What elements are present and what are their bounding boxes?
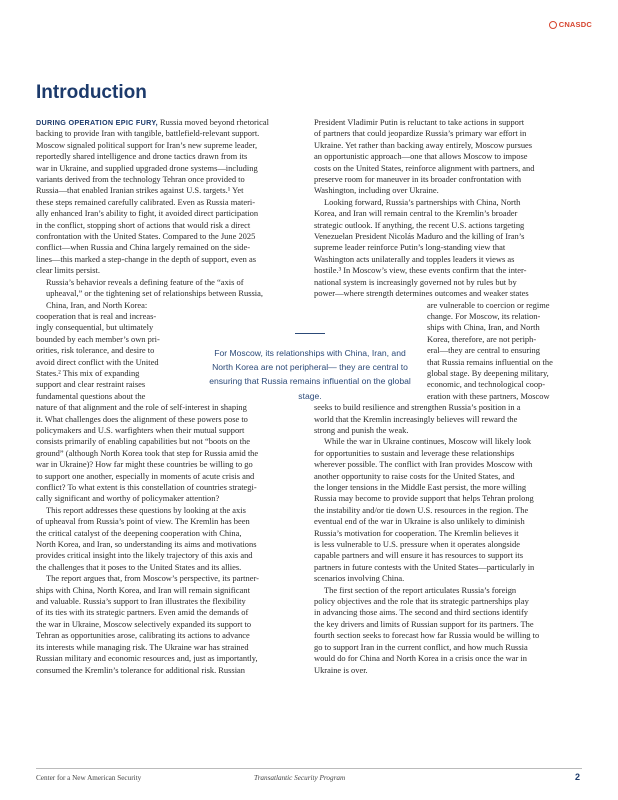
text-line: The first section of the report articulates Russia’s foreign: [324, 584, 517, 595]
text-line: preserve room for maneuver in its broader confrontation with: [314, 174, 522, 185]
text-line: This report addresses these questions by looking at the axis: [46, 504, 246, 515]
text-line: the critical catalyst of the deepening cooperation with China,: [36, 527, 242, 538]
text-line: Russia moved beyond rhetorical: [157, 117, 269, 127]
text-line: of upheaval from Russia’s point of view. The Kremlin has been: [36, 516, 250, 527]
page-number: 2: [574, 772, 580, 782]
text-line: Russia’s behavior reveals a defining feature of the “axis of: [46, 276, 244, 287]
text-line: ground” (although North Korea took that step for Russia amid the: [36, 447, 259, 458]
text-line: its interests while managing risk. The Ukraine war has strained: [36, 641, 249, 652]
text-line: go to support Iran in the current conflict, and how much Russia: [314, 641, 528, 652]
text-line: economic, and technological coop-: [427, 379, 546, 390]
text-line: scenarios involving China.: [314, 573, 405, 584]
text-line: world that the Kremlin increasingly believes will reward the: [314, 413, 518, 424]
lead-in: DURING OPERATION EPIC FURY,: [36, 118, 158, 127]
cnas-logo: [549, 20, 592, 29]
text-line: Ukraine is over.: [314, 664, 368, 675]
text-line: to support one another, especially in moments of acute crisis and: [36, 470, 255, 481]
text-line: an opportunistic approach—one that allows Moscow to impose: [314, 151, 528, 162]
text-line: Korea, and Iran will remain central to the Kremlin’s broader: [314, 208, 518, 219]
text-line: strong and punish the weak.: [314, 424, 409, 435]
text-line: in the conflict, stopping short of actions that would risk a direct: [36, 219, 251, 230]
text-line: war in Ukraine, and supplied upgraded drone systems—including: [36, 162, 258, 173]
text-line: hostile.³ In Moscow’s view, these events confirm that the inter-: [314, 265, 527, 276]
text-line: clear limits persist.: [36, 265, 100, 276]
text-line: Venezuelan President Nicolás Maduro and the killing of Iran’s: [314, 231, 525, 242]
text-line: Washington acts unilaterally and topples leaders it views as: [314, 253, 515, 264]
right-paragraph: [314, 585, 582, 676]
text-line: backing to provide Iran with tangible, battlefield-relevant support.: [36, 128, 260, 139]
text-line: cooperation that is real and increas-: [36, 310, 157, 321]
footer-divider: [36, 768, 582, 769]
text-line: of partners that could jeopardize Russia’s primary war effort in: [314, 128, 527, 139]
text-line: ally enhanced Iran’s ability to fight, it avoided direct participation: [36, 208, 259, 219]
text-line: the war in Ukraine, Moscow selectively expanded its support to: [36, 618, 252, 629]
text-line: cally significant and worthy of policymaker attention?: [36, 493, 220, 504]
text-line: capable partners and will ensure it has resources to support its: [314, 550, 524, 561]
footer-org: Center for a New American Security: [36, 774, 142, 782]
text-line: ships with China, Iran, and North: [427, 322, 540, 333]
text-line: for opportunities to sustain and leverage these relationships: [314, 447, 515, 458]
text-line: the key drivers and limits of Russian support for its partners. The: [314, 618, 534, 629]
text-line: strategic outlook. If anything, the recent U.S. actions targeting: [314, 219, 525, 230]
text-line: provides critical insight into the likely trajectory of this axis and: [36, 550, 253, 561]
text-line: eral—they are central to ensuring: [427, 345, 540, 356]
text-line: conflict—when Russia and China largely remained on the side-: [36, 242, 251, 253]
text-line: global stage. By deepening military,: [427, 367, 549, 378]
text-line: national system is increasingly governed not by rules but by: [314, 276, 517, 287]
text-line: consists primarily of enabling capabilities but not “boots on the: [36, 436, 250, 447]
right-paragraph: [314, 117, 582, 197]
text-line: the longer tensions in the Middle East persist, the more willing: [314, 482, 527, 492]
text-line: that Russia remains influential on the: [427, 356, 553, 367]
text-line: supreme leader reinforce Putin’s long-standing view that: [314, 242, 506, 253]
text-line: costs on the United States, reinforce alignment with partners, and: [314, 162, 535, 173]
text-line: orities, risk tolerance, and desire to: [36, 345, 155, 356]
logo-text: CNASDC: [558, 20, 592, 29]
text-line: conflict? To what extent is this constellation of countries strategi-: [36, 482, 257, 492]
left-paragraph: [36, 505, 304, 573]
text-line: the instability and/or tie down U.S. resources in the region. The: [314, 504, 529, 515]
text-line: power—where strength determines outcomes and weaker states: [314, 288, 529, 299]
text-line: support and clear restraint raises: [36, 379, 146, 390]
text-line: lines—this marked a step-change in the depth of support, even as: [36, 253, 257, 264]
text-line: Korea, therefore, are not periph-: [427, 333, 537, 344]
text-line: variants derived from the technology Tehran once provided to: [36, 174, 245, 185]
text-line: Ukraine. Yet rather than backing away entirely, Moscow pursues: [314, 139, 533, 150]
text-line: fundamental questions about the: [36, 390, 146, 401]
logo-mark-icon: [549, 21, 557, 29]
text-line: eventual end of the war in Ukraine is also unlikely to diminish: [314, 516, 525, 527]
pull-quote-rule: [295, 333, 325, 334]
text-line: confrontation with the United States. Compared to the June 2025: [36, 231, 256, 242]
text-line: fourth section seeks to forecast how far Russia would be willing to: [314, 630, 540, 641]
text-line: nature of that alignment and the role of self-interest in shaping: [36, 402, 247, 413]
text-line: of its ties with its strategic partners. Even amid the demands of: [36, 607, 249, 618]
text-line: the challenges that it poses to the United States and its allies.: [36, 561, 242, 572]
text-line: While the war in Ukraine continues, Moscow will likely look: [324, 436, 532, 447]
text-line: Moscow signaled political support for Iran’s new supreme leader,: [36, 139, 258, 150]
text-line: consumed the Kremlin’s tolerance for additional risk. Russian: [36, 664, 246, 675]
text-line: avoid direct conflict with the United: [36, 356, 159, 367]
text-line: seeks to build resilience and strengthen Russia’s position in a: [314, 402, 521, 413]
text-line: in advancing those aims. The second and third sections identify: [314, 607, 529, 618]
text-line: would do for China and North Korea in a crisis once the war in: [314, 653, 527, 664]
text-line: war in Ukraine)? How far might these countries be willing to go: [36, 459, 253, 470]
section-heading: Introduction: [36, 82, 147, 103]
pull-quote-text: For Moscow, its relationships with China, Iran, and North Korea are not peripheral— they are central to ensuring that Russia remains influential on the global stage.: [209, 348, 411, 401]
text-line: North Korea, and Iran, so understanding its aims and motivations: [36, 539, 257, 550]
text-line: policymakers and U.S. warfighters when their mutual support: [36, 424, 245, 435]
right-paragraph: [314, 436, 582, 584]
text-line: wherever possible. The conflict with Iran provides Moscow with: [314, 459, 533, 470]
text-line: partners in future contests with the United States—particularly in: [314, 561, 535, 572]
text-line: and valuable. Russia’s support to Iran illustrates the flexibility: [36, 596, 246, 607]
text-line: States.² This mix of expanding: [36, 367, 140, 378]
text-line: China, Iran, and North Korea:: [46, 299, 148, 310]
text-line: Looking forward, Russia’s partnerships with China, North: [324, 196, 521, 207]
text-line: ships with China, North Korea, and Iran will remain significant: [36, 584, 250, 595]
text-line: Washington, including over Ukraine.: [314, 185, 439, 196]
text-line: policy objectives and the role that its strategic partnerships play: [314, 596, 529, 607]
text-line: change. For Moscow, its relation-: [427, 310, 541, 321]
text-line: are vulnerable to coercion or regime: [427, 299, 550, 310]
left-paragraph: [36, 117, 304, 277]
text-line: The report argues that, from Moscow’s perspective, its partner-: [46, 573, 259, 584]
text-line: ingly consequential, but ultimately: [36, 322, 154, 333]
text-line: reportedly shared intelligence and drone tactics drawn from its: [36, 151, 248, 162]
text-line: Russia may become to provide support that helps Tehran prolong: [314, 493, 534, 504]
text-line: Russia—that enabled Iranian strikes against U.S. targets.¹ Yet: [36, 185, 244, 196]
footer-program: Transatlantic Security Program: [254, 774, 346, 782]
text-line: these steps remained carefully calibrated. Even as Russia materi-: [36, 196, 256, 207]
text-line: upheaval,” or the tightening set of relationships between Russia,: [46, 288, 263, 299]
pull-quote: [204, 333, 416, 403]
text-line: eration with these partners, Moscow: [427, 390, 550, 401]
text-line: bounded by each member’s own pri-: [36, 333, 160, 344]
text-line: President Vladimir Putin is reluctant to take actions in support: [314, 117, 525, 127]
text-line: Russia’s motivation for cooperation. The Kremlin believes it: [314, 527, 519, 538]
text-line: is less vulnerable to U.S. pressure when it operates alongside: [314, 539, 520, 550]
text-line: another opportunity to raise costs for the United States, and: [314, 470, 515, 481]
left-paragraph: [36, 573, 304, 676]
text-line: Tehran as opportunities arose, calibrating its actions to advance: [36, 630, 250, 641]
text-line: it. What challenges does the alignment of these powers pose to: [36, 413, 248, 424]
text-line: Russian military and economic resources and, just as importantly,: [36, 653, 258, 664]
